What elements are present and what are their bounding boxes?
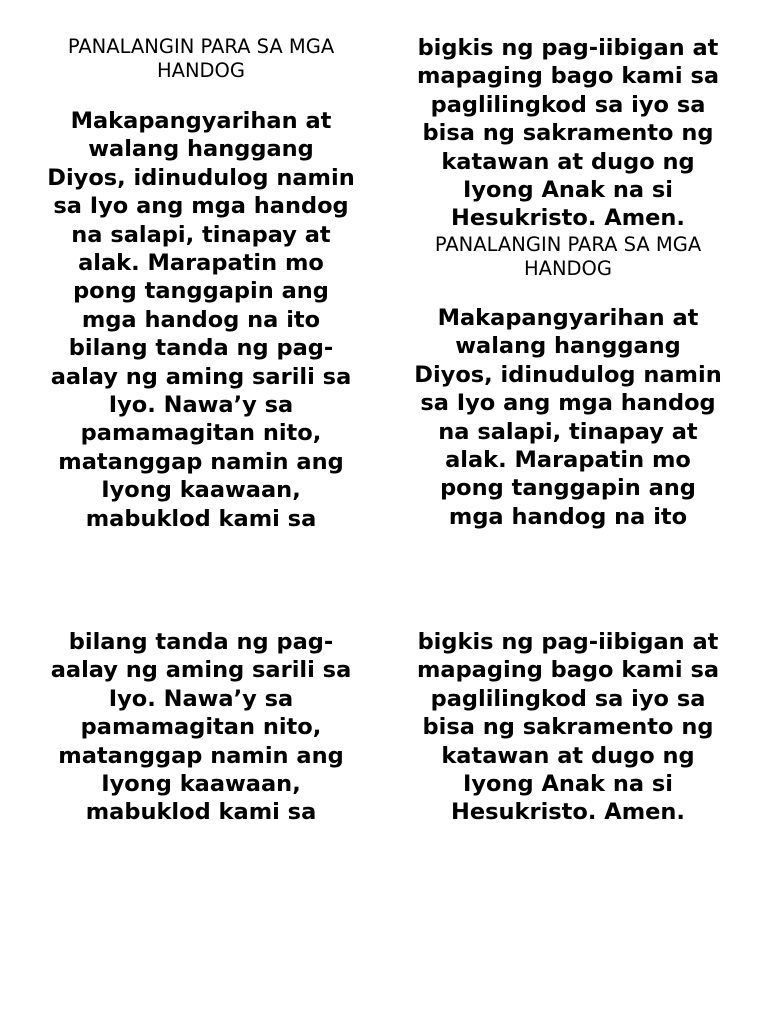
prayer-line: pong tanggapin ang [440, 475, 696, 502]
prayer-heading-top-right [388, 233, 748, 281]
prayer-line: bilang tanda ng pag- [68, 629, 334, 655]
prayer-line: na salapi, tinapay at [71, 221, 331, 248]
prayer-line: Hesukristo. Amen. [451, 799, 685, 826]
prayer-line: mabuklod kami sa [85, 505, 317, 532]
prayer-line: bisa ng sakramento ng [422, 714, 714, 741]
prayer-line: na salapi, tinapay at [438, 418, 698, 445]
prayer-line: bigkis ng pag-iibigan at [417, 629, 719, 655]
prayer-line: mapaging bago kami sa [416, 63, 720, 90]
prayer-line: Diyos, idinudulog namin [47, 164, 355, 191]
prayer-body-bottom-right [388, 628, 748, 827]
prayer-line: katawan at dugo ng [441, 742, 695, 769]
heading-line: PANALANGIN PARA SA MGA [434, 233, 702, 256]
heading-line: HANDOG [156, 59, 246, 82]
prayer-heading-top-left [21, 35, 381, 83]
prayer-line: pamamagitan nito, [80, 420, 322, 447]
prayer-line: aalay ng aming sarili sa [50, 657, 352, 684]
prayer-line: walang hanggang [455, 333, 681, 360]
prayer-line: Iyong Anak na si [462, 177, 673, 204]
prayer-line: aalay ng aming sarili sa [50, 363, 352, 390]
prayer-line: Iyong Anak na si [462, 771, 673, 798]
prayer-line: mabuklod kami sa [85, 799, 317, 826]
prayer-line: Makapangyarihan at [70, 108, 332, 134]
prayer-line: alak. Marapatin mo [78, 250, 324, 277]
prayer-line: Iyo. Nawa’y sa [108, 392, 294, 419]
prayer-line: mga handog na ito [448, 503, 688, 530]
prayer-line: sa Iyo ang mga handog [53, 193, 349, 220]
heading-line: HANDOG [523, 257, 613, 280]
prayer-line: mga handog na ito [81, 306, 321, 333]
prayer-body-bottom-left [21, 628, 381, 827]
prayer-line: katawan at dugo ng [441, 148, 695, 175]
prayer-line: Diyos, idinudulog namin [414, 361, 722, 388]
prayer-line: pong tanggapin ang [73, 278, 329, 305]
prayer-line: matanggap namin ang [58, 742, 344, 769]
prayer-line: Iyo. Nawa’y sa [108, 685, 294, 712]
prayer-line: paglilingkod sa iyo sa [430, 91, 706, 118]
prayer-line: matanggap namin ang [58, 448, 344, 475]
prayer-line: Iyong kaawaan, [101, 771, 301, 798]
prayer-line: walang hanggang [88, 136, 314, 163]
prayer-line: Iyong kaawaan, [101, 477, 301, 504]
heading-line: PANALANGIN PARA SA MGA [67, 35, 335, 58]
prayer-line: alak. Marapatin mo [445, 447, 691, 474]
prayer-line: bilang tanda ng pag- [68, 335, 334, 362]
prayer-line: sa Iyo ang mga handog [420, 390, 716, 417]
prayer-body-top-right [388, 304, 748, 531]
prayer-line: bigkis ng pag-iibigan at [417, 35, 719, 61]
prayer-line: mapaging bago kami sa [416, 657, 720, 684]
prayer-line: Hesukristo. Amen. [451, 205, 685, 232]
prayer-continuation-top-right [388, 34, 748, 233]
prayer-line: pamamagitan nito, [80, 714, 322, 741]
prayer-line: paglilingkod sa iyo sa [430, 685, 706, 712]
prayer-line: bisa ng sakramento ng [422, 120, 714, 147]
prayer-body-top-left [21, 107, 381, 533]
prayer-line: Makapangyarihan at [437, 305, 699, 331]
